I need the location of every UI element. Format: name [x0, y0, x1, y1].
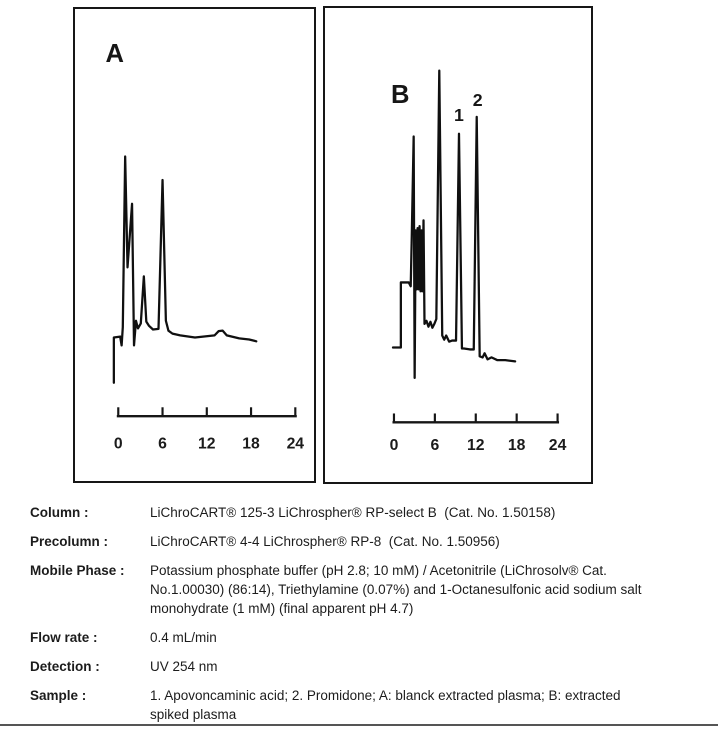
condition-value [150, 628, 718, 647]
condition-value [150, 532, 718, 551]
chromatogram-b [325, 8, 591, 482]
condition-label: Mobile Phase : [30, 563, 125, 578]
condition-value-line: LiChroCART® 125-3 LiChrospher® RP-select B (Cat. No. 1.50158) [150, 505, 556, 520]
panel-letter: A [105, 40, 124, 69]
condition-row-precolumn [30, 532, 718, 551]
chromatogram-a [75, 9, 314, 481]
panel-letter: B [391, 81, 410, 110]
condition-row-sample [30, 686, 718, 724]
condition-row-column [30, 503, 718, 522]
bottom-divider [0, 724, 718, 726]
method-conditions-table [0, 503, 718, 734]
condition-value [150, 503, 718, 522]
condition-value-line: UV 254 nm [150, 659, 218, 674]
axis-tick-label: 18 [507, 436, 526, 454]
condition-value-line: LiChroCART® 4-4 LiChrospher® RP-8 (Cat. No. 1.50956) [150, 534, 500, 549]
axis-tick-label: 12 [198, 435, 216, 453]
axis-tick-label: 6 [430, 436, 440, 454]
peak-label: 1 [454, 104, 464, 125]
condition-value-line: No.1.00030) (86:14), Triethylamine (0.07%) and 1-Octanesulfonic acid sodium salt [150, 582, 642, 597]
condition-row-flow-rate [30, 628, 718, 647]
peak-label: 2 [472, 90, 483, 111]
condition-label: Precolumn : [30, 534, 109, 549]
condition-row-mobile-phase [30, 561, 718, 618]
condition-value [150, 561, 718, 618]
condition-label: Detection : [30, 659, 100, 674]
condition-label: Flow rate : [30, 630, 98, 645]
chromatogram-trace [114, 156, 256, 382]
chromatogram-panel-a [73, 7, 316, 483]
condition-value-line: 0.4 mL/min [150, 630, 217, 645]
axis-tick-label: 0 [389, 436, 399, 454]
axis-tick-label: 0 [113, 435, 123, 453]
chromatogram-panel-b [323, 6, 593, 484]
condition-label: Column : [30, 505, 89, 520]
axis-tick-label: 6 [158, 435, 167, 453]
condition-value-line: monohydrate (1 mM) (final apparent pH 4.7) [150, 601, 414, 616]
axis-tick-label: 24 [548, 436, 567, 454]
axis-tick-label: 18 [242, 435, 260, 453]
condition-value-line: spiked plasma [150, 707, 237, 722]
condition-value-line: 1. Apovoncaminic acid; 2. Promidone; A: blanck extracted plasma; B: extracted [150, 688, 621, 703]
axis-tick-label: 12 [467, 436, 485, 454]
axis-tick-label: 24 [286, 435, 305, 453]
condition-value-line: Potassium phosphate buffer (pH 2.8; 10 mM) / Acetonitrile (LiChrosolv® Cat. [150, 563, 607, 578]
condition-label: Sample : [30, 688, 87, 703]
condition-value [150, 686, 718, 724]
condition-row-detection [30, 657, 718, 676]
condition-value [150, 657, 718, 676]
